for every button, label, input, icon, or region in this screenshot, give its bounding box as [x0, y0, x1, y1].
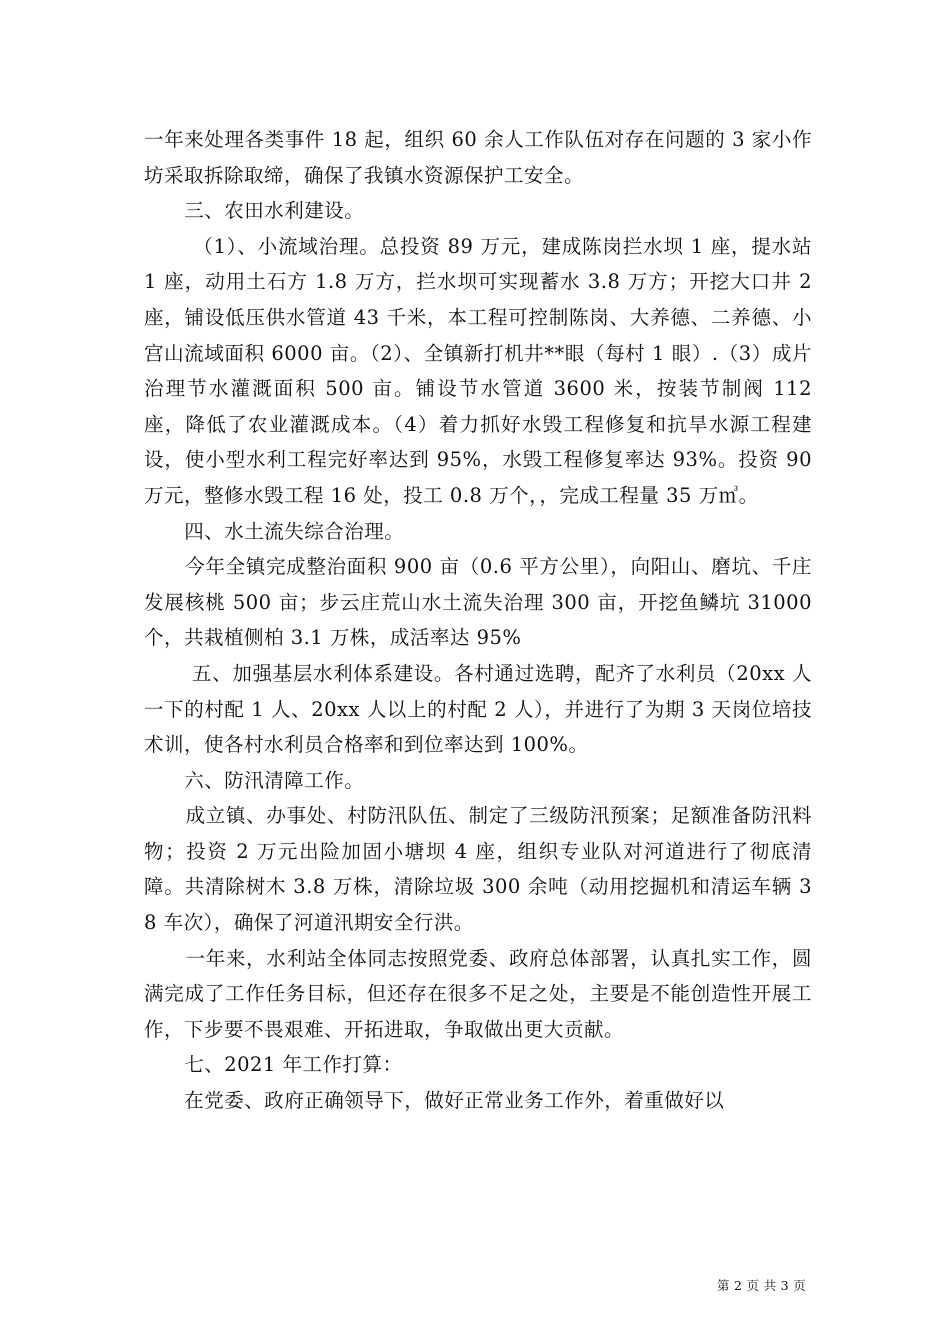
paragraph-2021-plan: 在党委、政府正确领导下，做好正常业务工作外，着重做好以 [144, 1089, 725, 1113]
heading-flood-prevention: 六、防汛清障工作。 [144, 768, 365, 792]
paragraph-year-summary: 一年来，水利站全体同志按照党委、政府总体部署，认真扎实工作，圆满完成了工作任务目标，但还存在很多不足之处，主要是不能创造性开展工作，下步要不畏艰难、开拓进取，争取做出更大贡献。 [144, 946, 812, 1041]
paragraph-soil-erosion: 今年全镇完成整治面积 900 亩（0.6 平方公里），向阳山、磨坑、千庄发展核桃 500 亩；步云庄荒山水土流失治理 300 亩，开挖鱼鳞坑 31000 个，共栽植侧柏 3.1 万株，成活率达 95% [144, 555, 819, 650]
paragraph-flood-prevention: 成立镇、办事处、村防汛队伍、制定了三级防汛预案；足额准备防汛料物；投资 2 万元出险加固小塘坝 4 座，组织专业队对河道进行了彻底清障。共清除树木 3.8 万株，清除垃圾 300 余吨（动用挖掘机和清运车辆 38 车次），确保了河道汛期安全行洪。 [144, 804, 812, 935]
heading-farmland-irrigation: 三、农田水利建设。 [144, 199, 365, 223]
heading-soil-erosion: 四、水土流失综合治理。 [144, 519, 405, 543]
paragraph-grassroots-system: 五、加强基层水利体系建设。各村通过选聘，配齐了水利员（20xx 人一下的村配 1 人、20xx 人以上的村配 2 人），并进行了为期 3 天岗位培技术训，使各村水利员合格率和到位率达到 100%。 [144, 661, 812, 757]
paragraph-intro-continuation: 一年来处理各类事件 18 起，组织 60 余人工作队伍对存在问题的 3 家小作坊采取拆除取缔，确保了我镇水资源保护工安全。 [144, 128, 812, 187]
page-number-footer: 第 2 页 共 3 页 [716, 1278, 806, 1293]
heading-2021-plan: 七、2021 年工作打算： [144, 1053, 403, 1077]
document-body [144, 122, 819, 1119]
paragraph-watershed-governance: （1）、小流域治理。总投资 89 万元，建成陈岗拦水坝 1 座，提水站 1 座，动用土石方 1.8 万方，拦水坝可实现蓄水 3.8 万方；开挖大口井 2 座，铺设低压供水管道 43 千米，本工程可控制陈岗、大养德、二养德、小宫山流域面积 6000 亩。（2）、全镇新打机井**眼（每村 1 眼）.（3）成片治理节水灌溉面积 500 亩。铺设节水管道 3600 米，按装节制阀 112 座，降低了农业灌溉成本。（4）着力抓好水毁工程修复和抗旱水源工程建设，使小型水利工程完好率达到 95%，水毁工程修复率达 93%。投资 90 万元，整修水毁工程 16 处，投工 0.8 万个，，完成工程量 35 万㎥。 [144, 234, 819, 507]
